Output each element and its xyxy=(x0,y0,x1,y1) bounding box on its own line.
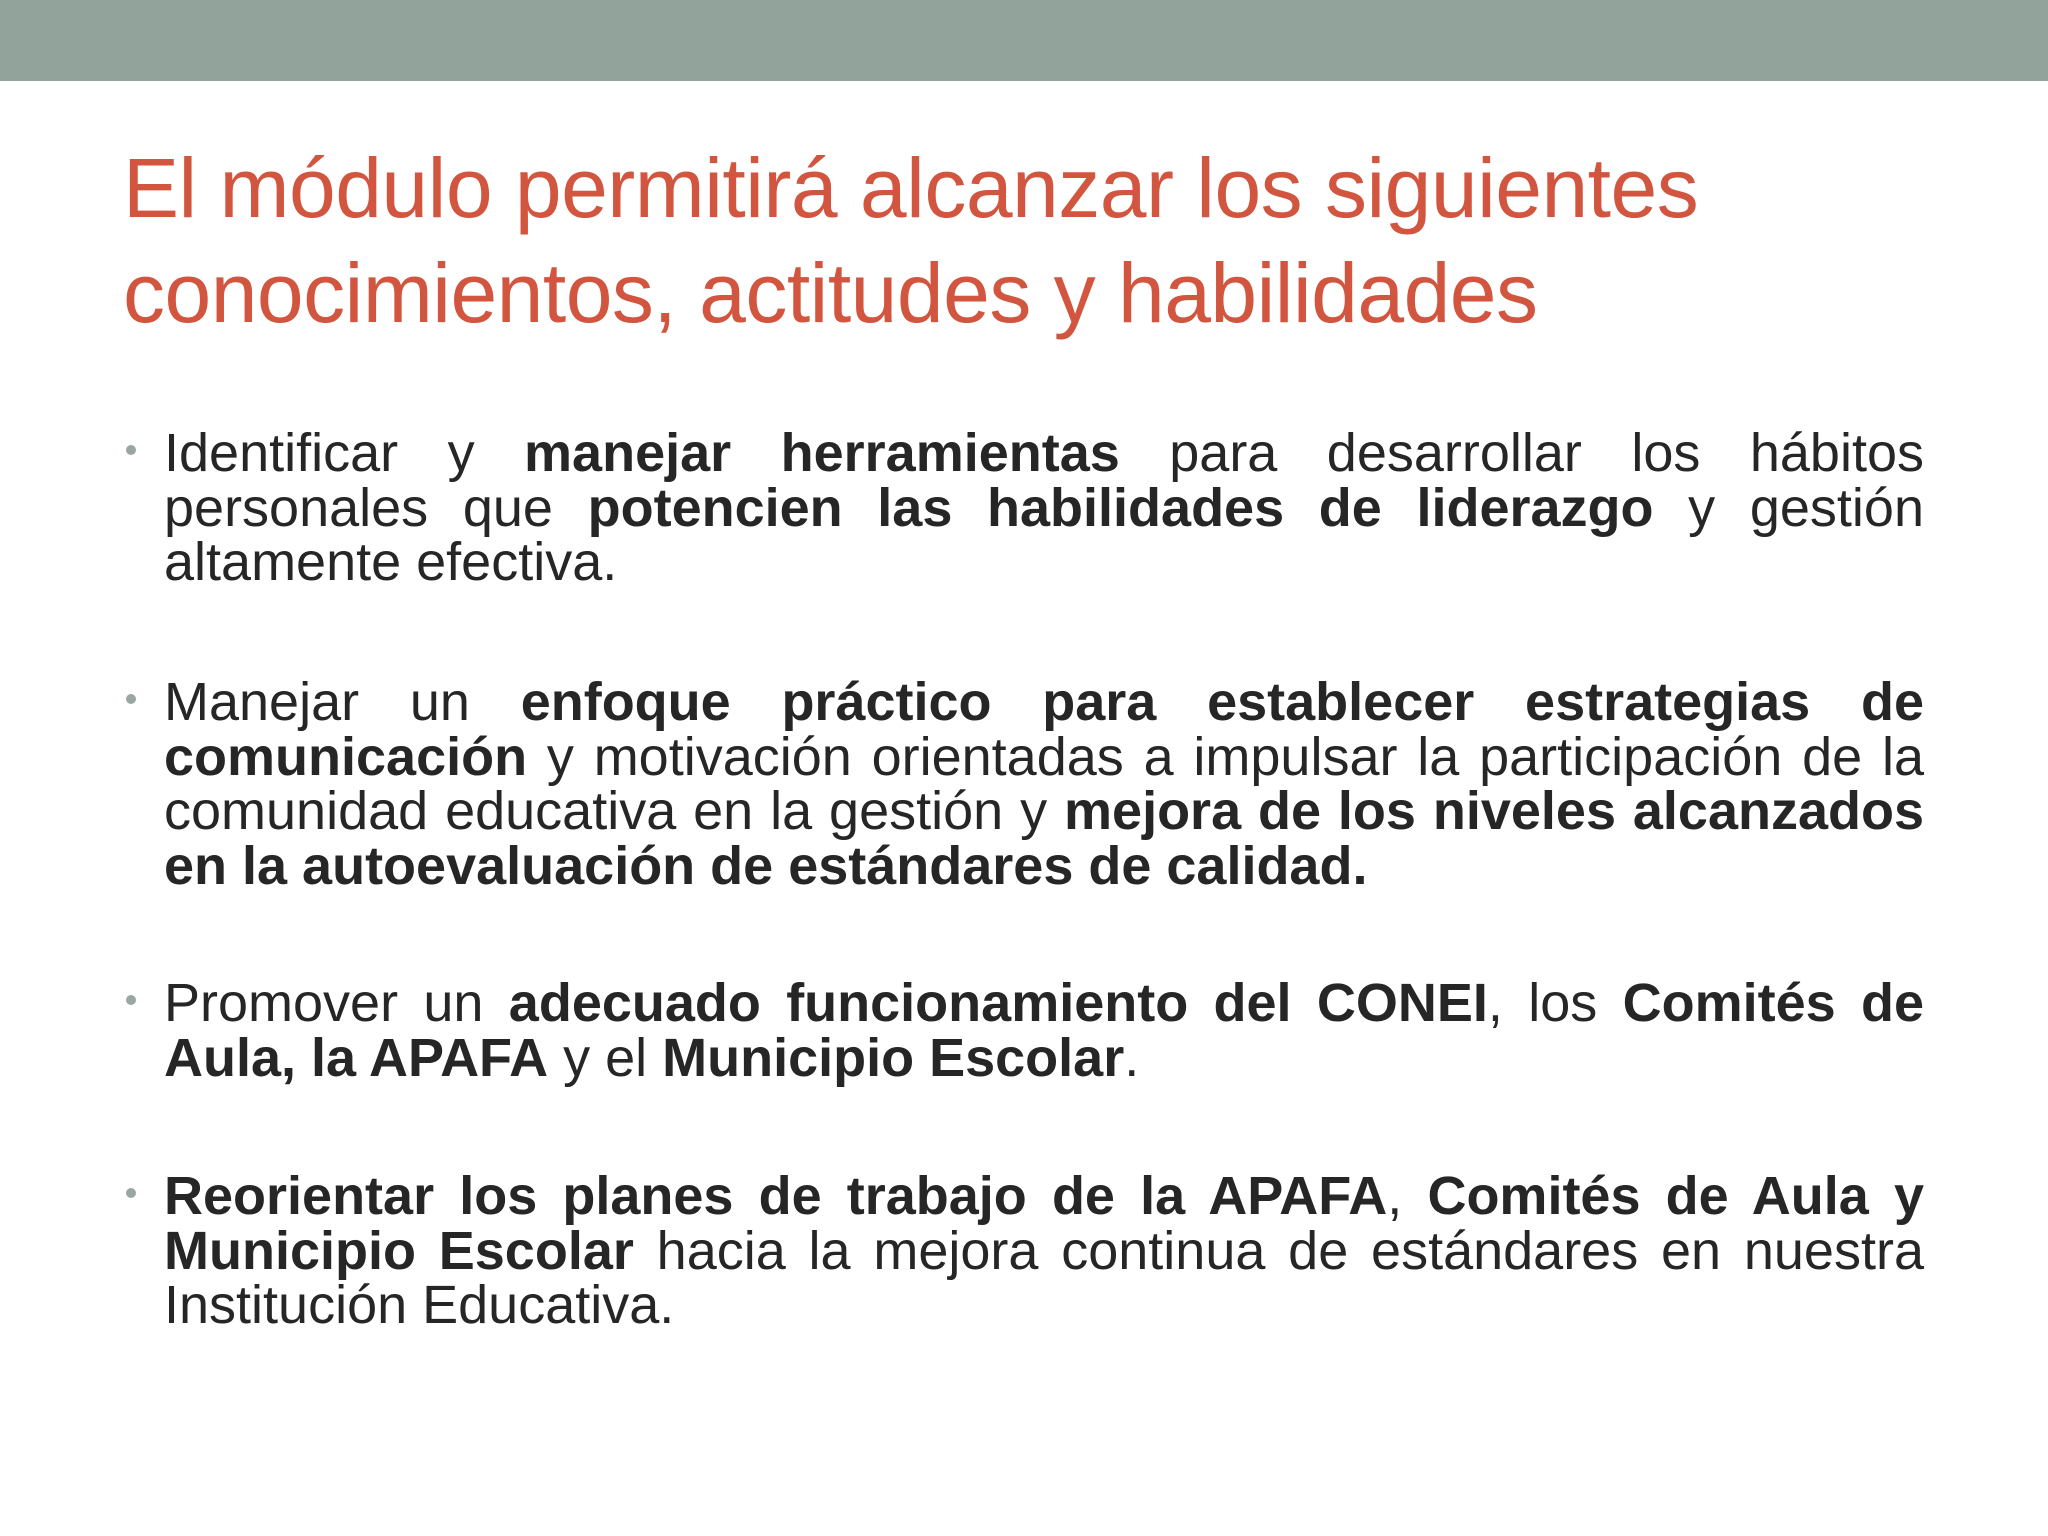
slide-title-line-1: El módulo permitirá alcanzar los siguientes xyxy=(123,141,1699,235)
bullet-1-bold-2: potencien las habilidades de liderazgo xyxy=(587,477,1654,538)
bullet-1-bold-1: manejar herramientas xyxy=(524,423,1120,483)
bullet-dot-icon xyxy=(126,445,136,455)
bullet-item-4 xyxy=(164,1166,1924,1335)
bullet-1-text-3: y gestión altamente efectiva. xyxy=(164,477,1924,592)
bullet-3-text-2: , los xyxy=(1487,973,1623,1033)
bullet-4-text-2: hacia la mejora continua de estándares en nuestra Institución Educativa. xyxy=(164,1220,1924,1335)
bullet-dot-icon xyxy=(126,694,136,704)
bullet-2-text-1: Manejar un xyxy=(164,672,521,732)
bullet-dot-icon xyxy=(126,995,136,1005)
bullet-4-bold-1: Reorientar los planes de trabajo de la APAFA xyxy=(164,1166,1388,1226)
bullet-3-bold-3: Municipio Escolar xyxy=(662,1027,1125,1088)
bullet-2-bold-1: enfoque práctico para establecer estrategias de comunicación xyxy=(164,672,1924,787)
bullet-item-1 xyxy=(164,423,1924,592)
bullet-2-text-2: y motivación orientadas a impulsar la participación de la comunidad educativa en la gestión y xyxy=(164,726,1924,841)
bullet-4-bold-2: Comités de Aula y Municipio Escolar xyxy=(164,1166,1924,1281)
bullet-3-text-1: Promover un xyxy=(164,973,509,1033)
bullet-3-bold-1: adecuado funcionamiento del CONEI xyxy=(508,973,1488,1033)
bullet-item-2 xyxy=(164,672,1925,896)
bullet-2-bold-2: mejora de los niveles alcanzados en la autoevaluación de estándares de calidad. xyxy=(164,781,1925,896)
bullet-1-text-1: Identificar y xyxy=(164,423,525,483)
bullet-3-text-4: . xyxy=(1124,1027,1140,1088)
bullet-3-text-3: y el xyxy=(548,1027,663,1088)
bullet-3-bold-2: Comités de Aula, la APAFA xyxy=(164,973,1924,1088)
bullet-1-text-2: para desarrollar los hábitos personales que xyxy=(164,423,1924,538)
bullet-dot-icon xyxy=(126,1188,136,1198)
slide-title-line-2: conocimientos, actitudes y habilidades xyxy=(123,246,1538,340)
bullet-item-3 xyxy=(164,973,1924,1088)
bullet-4-text-1: , xyxy=(1387,1166,1428,1226)
